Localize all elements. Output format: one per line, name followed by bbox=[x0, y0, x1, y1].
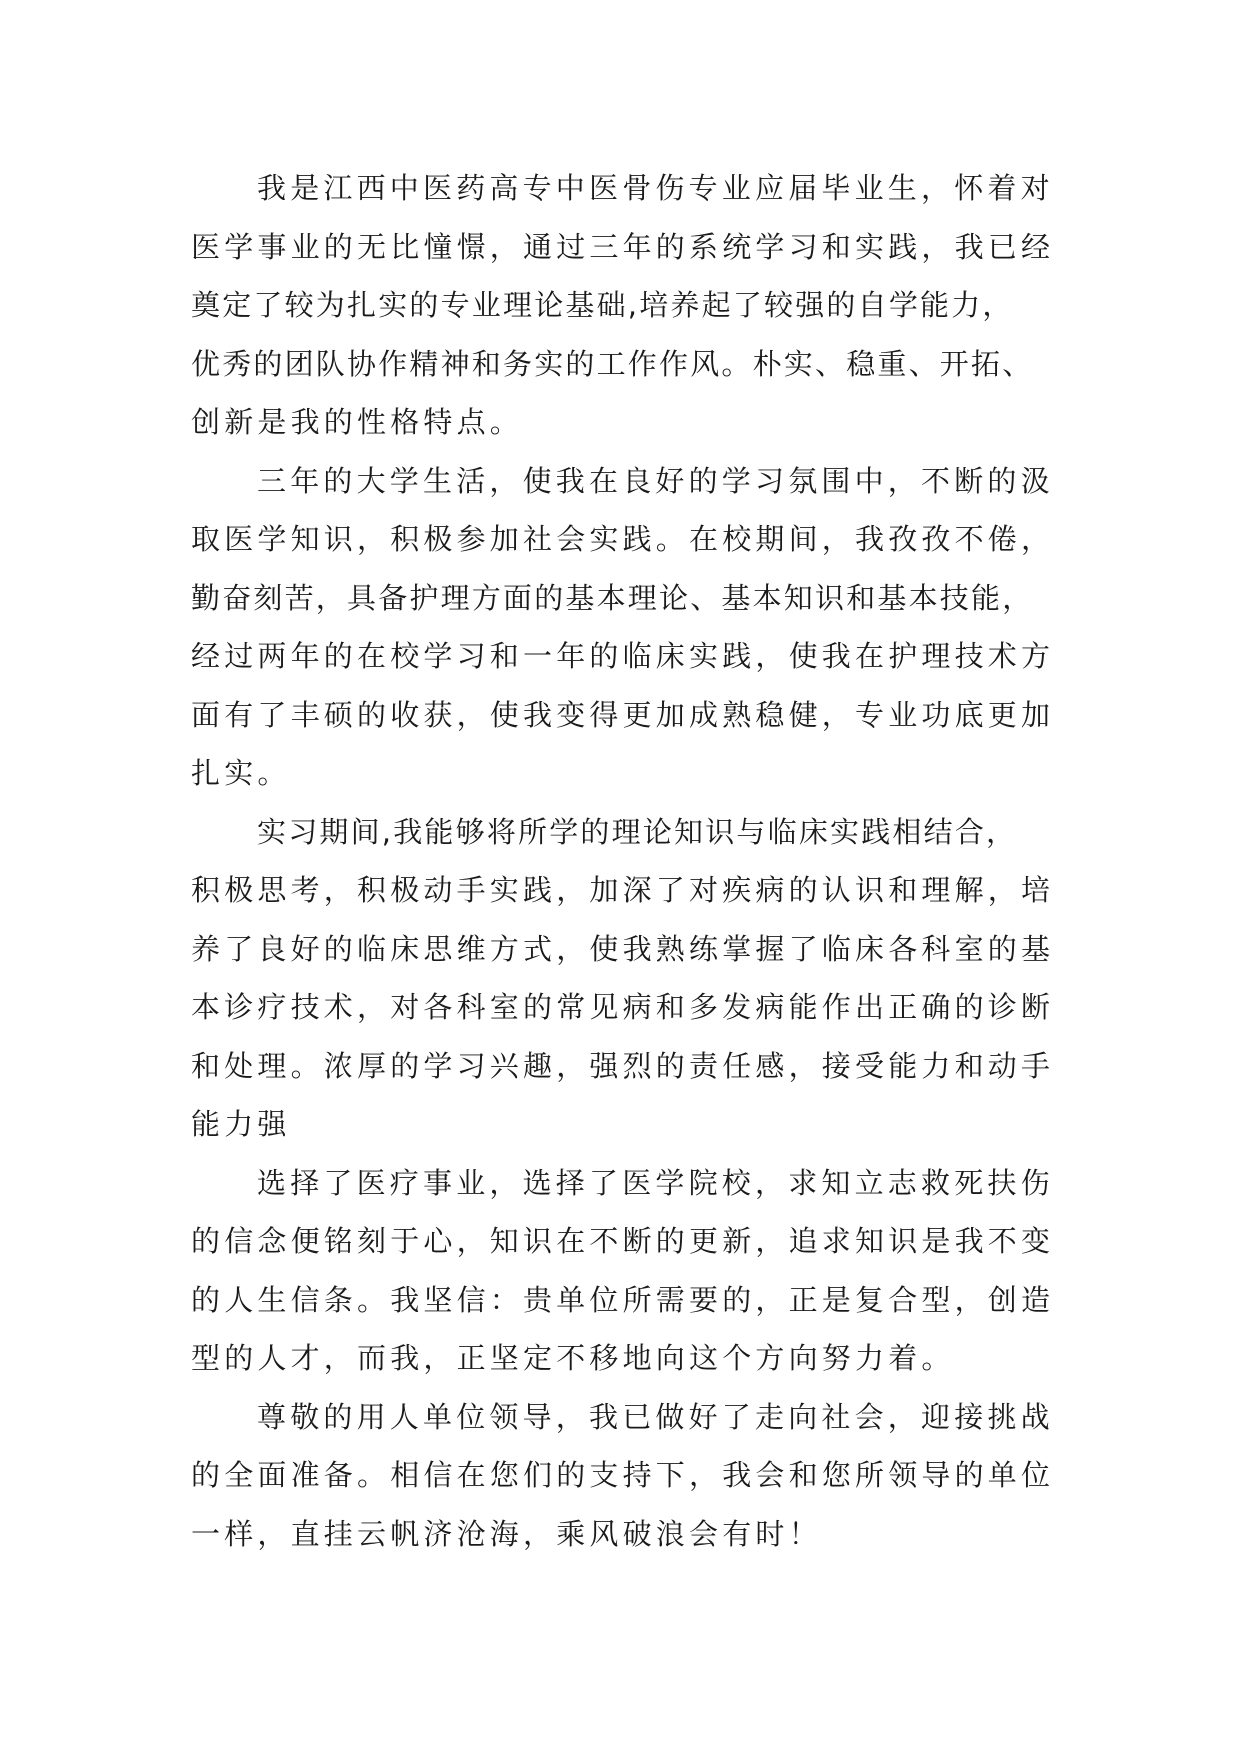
text-line: 尊敬的用人单位领导，我已做好了走向社会，迎接挑战 bbox=[257, 1399, 1054, 1434]
text-line: 取医学知识，积极参加社会实践。在校期间，我孜孜不倦， bbox=[191, 522, 1055, 556]
text-line: 一样，直挂云帆济沧海，乘风破浪会有时！ bbox=[191, 1516, 822, 1551]
text-line: 本诊疗技术，对各科室的常见病和多发病能作出正确的诊断 bbox=[191, 990, 1055, 1024]
text-line: 的全面准备。相信在您们的支持下，我会和您所领导的单位 bbox=[191, 1458, 1055, 1492]
paragraph-5 bbox=[191, 1388, 1055, 1564]
text-line: 的人生信条。我坚信：贵单位所需要的，正是复合型，创造 bbox=[191, 1282, 1055, 1317]
text-line: 创新是我的性格特点。 bbox=[191, 405, 524, 439]
paragraph-2 bbox=[191, 452, 1055, 803]
text-line: 勤奋刻苦，具备护理方面的基本理论、基本知识和基本技能， bbox=[191, 580, 1034, 615]
text-line: 型的人才，而我，正坚定不移地向这个方向努力着。 bbox=[191, 1341, 955, 1375]
paragraph-1 bbox=[191, 159, 1055, 452]
text-line: 我是江西中医药高专中医骨伤专业应届毕业生，怀着对 bbox=[257, 171, 1054, 205]
text-line: 奠定了较为扎实的专业理论基础,培养起了较强的自学能力， bbox=[191, 288, 1014, 322]
text-line: 能力强 bbox=[191, 1107, 291, 1141]
paragraph-3 bbox=[191, 803, 1055, 1154]
text-line: 面有了丰硕的收获，使我变得更加成熟稳健，专业功底更加 bbox=[191, 697, 1055, 732]
text-line: 扎实。 bbox=[191, 756, 291, 790]
paragraph-4 bbox=[191, 1154, 1055, 1388]
text-line: 选择了医疗事业，选择了医学院校，求知立志救死扶伤 bbox=[257, 1165, 1054, 1200]
document-body bbox=[191, 159, 1055, 1563]
text-line: 实习期间,我能够将所学的理论知识与临床实践相结合， bbox=[257, 814, 1018, 849]
text-line: 三年的大学生活，使我在良好的学习氛围中，不断的汲 bbox=[257, 463, 1054, 498]
text-line: 经过两年的在校学习和一年的临床实践，使我在护理技术方 bbox=[191, 639, 1055, 673]
text-line: 积极思考，积极动手实践，加深了对疾病的认识和理解，培 bbox=[191, 873, 1055, 907]
text-line: 医学事业的无比憧憬，通过三年的系统学习和实践，我已经 bbox=[191, 229, 1055, 264]
text-line: 养了良好的临床思维方式，使我熟练掌握了临床各科室的基 bbox=[191, 931, 1055, 966]
text-line: 的信念便铭刻于心，知识在不断的更新，追求知识是我不变 bbox=[191, 1224, 1055, 1258]
text-line: 和处理。浓厚的学习兴趣，强烈的责任感，接受能力和动手 bbox=[191, 1048, 1055, 1083]
text-line: 优秀的团队协作精神和务实的工作作风。朴实、稳重、开拓、 bbox=[191, 346, 1034, 381]
